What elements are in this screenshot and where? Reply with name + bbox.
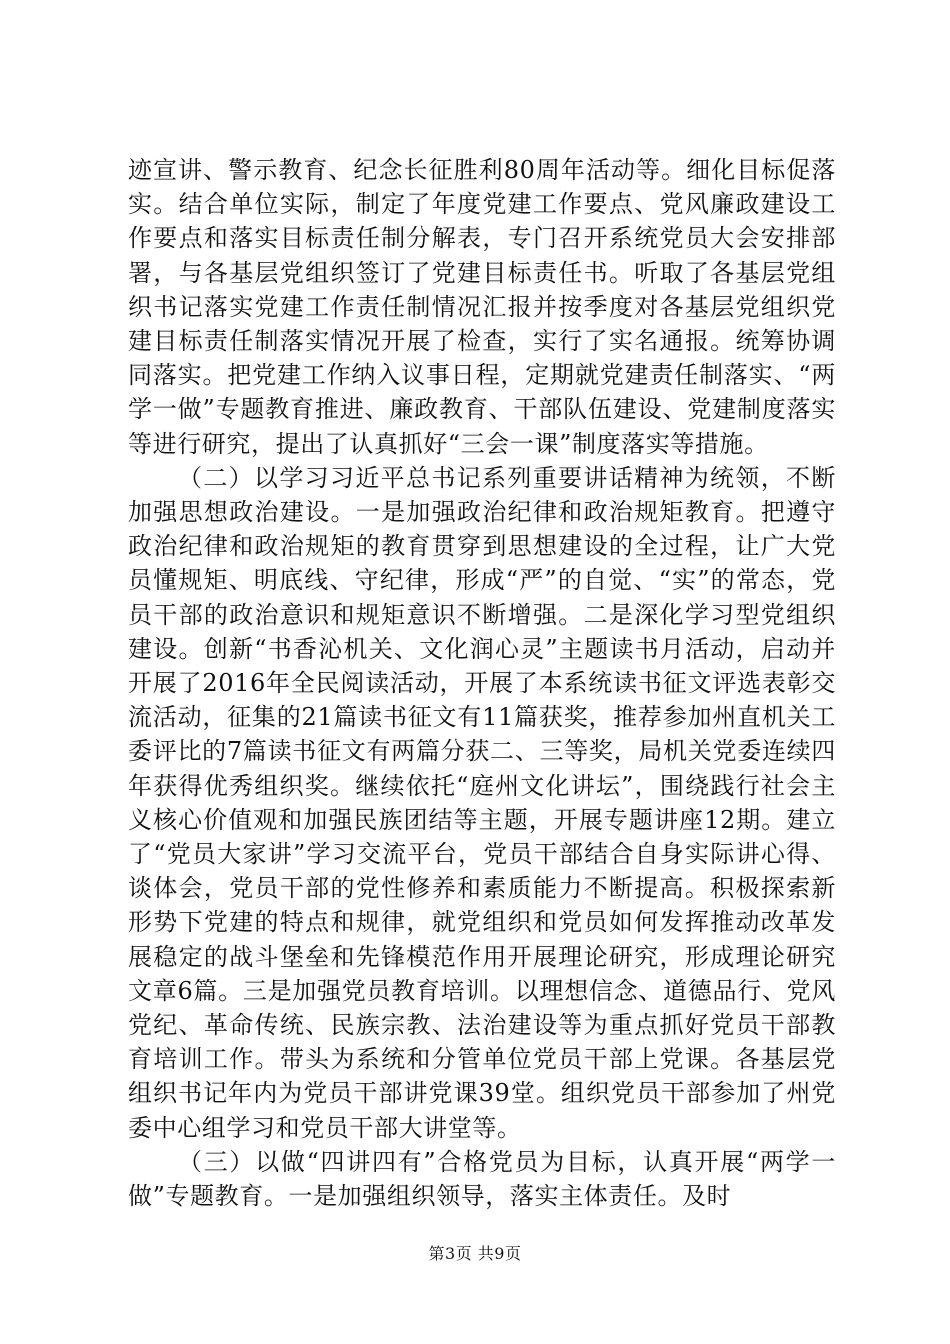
document-body — [128, 153, 836, 1213]
page-number-footer: 第3页 共9页 — [428, 1244, 522, 1263]
paragraph-2-section-two: （二）以学习习近平总书记系列重要讲话精神为统领，不断加强思想政治建设。一是加强政治纪律和政治规矩教育。把遵守政治纪律和政治规矩的教育贯穿到思想建设的全过程，让广大党员懂规矩、明底线、守纪律，形成“严”的自觉、“实”的常态，党员干部的政治意识和规矩意识不断增强。二是深化学习型党组织建设。创新“书香沁机关、文化润心灵”主题读书月活动，启动并开展了2016年全民阅读活动，开展了本系统读书征文评选表彰交流活动，征集的21篇读书征文有11篇获奖，推荐参加州直机关工委评比的7篇读书征文有两篇分获二、三等奖，局机关党委连续四年获得优秀组织奖。继续依托“庭州文化讲坛”，围绕践行社会主义核心价值观和加强民族团结等主题，开展专题讲座12期。建立了“党员大家讲”学习交流平台，党员干部结合自身实际讲心得、谈体会，党员干部的党性修养和素质能力不断提高。积极探索新形势下党建的特点和规律，就党组织和党员如何发挥推动改革发展稳定的战斗堡垒和先锋模范作用开展理论研究，形成理论研究文章6篇。三是加强党员教育培训。以理想信念、道德品行、党风党纪、革命传统、民族宗教、法治建设等为重点抓好党员干部教育培训工作。带头为系统和分管单位党员干部上党课。各基层党组织书记年内为党员干部讲党课39堂。组织党员干部参加了州党委中心组学习和党员干部大讲堂等。 — [128, 463, 836, 1142]
paragraph-1-continuation: 迹宣讲、警示教育、纪念长征胜利80周年活动等。细化目标促落实。结合单位实际，制定了年度党建工作要点、党风廉政建设工作要点和落实目标责任制分解表，专门召开系统党员大会安排部署，与各基层党组织签订了党建目标责任书。听取了各基层党组织书记落实党建工作责任制情况汇报并按季度对各基层党组织党建目标责任制落实情况开展了检查，实行了实名通报。统筹协调同落实。把党建工作纳入议事日程，定期就党建责任制落实、“两学一做”专题教育推进、廉政教育、干部队伍建设、党建制度落实等进行研究，提出了认真抓好“三会一课”制度落实等措施。 — [128, 156, 836, 458]
paragraph-3-section-three: （三）以做“四讲四有”合格党员为目标，认真开展“两学一做”专题教育。一是加强组织领导，落实主体责任。及时 — [128, 1147, 836, 1211]
